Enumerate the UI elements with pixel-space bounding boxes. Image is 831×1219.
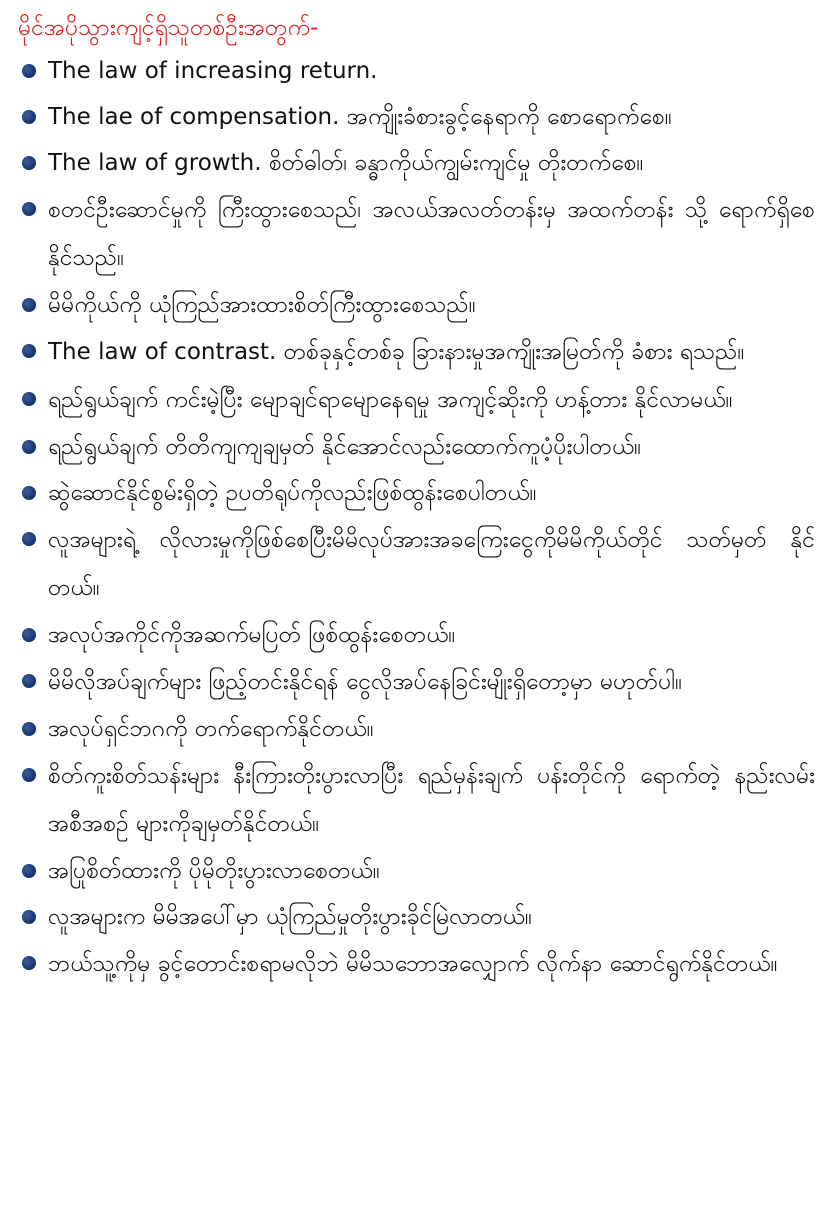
bullet-icon <box>22 910 36 924</box>
list-item <box>18 658 815 706</box>
list-item-text: အလုပ်ရှင်ဘဂကို တက်ရောက်နိုင်တယ်။ <box>48 716 374 742</box>
list-item-text: အလုပ်အကိုင်ကိုအဆက်မပြတ် ဖြစ်ထွန်းစေတယ်။ <box>48 622 456 648</box>
list-item <box>18 48 815 94</box>
list-item-text: ရည်ရွယ်ချက် ကင်းမဲ့ပြီး မျောချင်ရာမျောနေရမှု အကျင့်ဆိုးကို ဟန့်တား နိုင်လာမယ်။ <box>48 387 733 413</box>
list-item <box>18 706 815 752</box>
list-item-text: ဆွဲဆောင်နိုင်စွမ်းရှိတဲ့ ဉပတိရုပ်ကိုလည်းဖြစ်ထွန်းစေပါတယ်။ <box>48 480 537 506</box>
list-item <box>18 894 815 940</box>
list-item <box>18 376 815 424</box>
list-item <box>18 328 815 376</box>
list-item-text: The law of growth. စိတ်ဓါတ်၊ ခန္ဓာကိုယ်ကျွမ်းကျင်မှု တိုးတက်စေ။ <box>48 150 644 176</box>
bullet-icon <box>22 486 36 500</box>
bullet-icon <box>22 110 36 124</box>
bullet-list <box>18 48 815 988</box>
list-item <box>18 612 815 658</box>
bullet-icon <box>22 64 36 78</box>
bullet-icon <box>22 722 36 736</box>
list-item <box>18 94 815 140</box>
bullet-icon <box>22 156 36 170</box>
list-item <box>18 848 815 894</box>
list-item-text: လူအများက မိမိအပေါ်မှာ ယုံကြည်မှုတိုးပွားခိုင်မြဲလာတယ်။ <box>48 904 532 930</box>
list-item-text: ဘယ်သူ့ကိုမှ ခွင့်တောင်းစရာမလိုဘဲ မိမိသဘောအလျှောက် လိုက်နာ ဆောင်ရွက်နိုင်တယ်။ <box>48 951 778 977</box>
section-heading: မိုင်အပိုသွားကျင့်ရှိသူတစ်ဦးအတွက်- <box>18 15 319 41</box>
bullet-icon <box>22 956 36 970</box>
list-item <box>18 140 815 186</box>
list-item-text: အပြုစိတ်ထားကို ပိုမိုတိုးပွားလာစေတယ်။ <box>48 858 380 884</box>
bullet-icon <box>22 298 36 312</box>
list-item <box>18 470 815 516</box>
bullet-icon <box>22 344 36 358</box>
bullet-icon <box>22 202 36 216</box>
list-item <box>18 516 815 612</box>
list-item-text: စိတ်ကူးစိတ်သန်းများ နီးကြားတိုးပွားလာပြီး ရည်မှန်းချက် ပန်းတိုင်ကို ရောက်တဲ့ နည်းလမ်း အစီအစဉ် များကိုချမှတ်နိုင်တယ်။ <box>48 763 815 837</box>
list-item <box>18 940 815 988</box>
bullet-icon <box>22 532 36 546</box>
bullet-icon <box>22 628 36 642</box>
list-item-text: မိမိလိုအပ်ချက်များ ဖြည့်တင်းနိုင်ရန် ငွေလိုအပ်နေခြင်းမျိုးရှိတော့မှာ မဟုတ်ပါ။ <box>48 669 683 695</box>
list-item <box>18 186 815 282</box>
list-item-text: The law of increasing return. <box>48 58 378 84</box>
list-item <box>18 752 815 848</box>
list-item-text: မိမိကိုယ်ကို ယုံကြည်အားထားစိတ်ကြီးထွားစေသည်။ <box>48 292 476 318</box>
bullet-icon <box>22 864 36 878</box>
bullet-icon <box>22 674 36 688</box>
bullet-icon <box>22 392 36 406</box>
list-item-text: The law of contrast. တစ်ခုနှင့်တစ်ခု ခြားနားမှုအကျိုးအမြတ်ကို ခံစား ရသည်။ <box>48 339 745 365</box>
bullet-icon <box>22 440 36 454</box>
list-item-text: လူအများရဲ့ လိုလားမှုကိုဖြစ်စေပြီးမိမိလုပ်အားအခကြေးငွေကိုမိမိကိုယ်တိုင် သတ်မှတ် နိုင်တယ်။ <box>48 527 815 601</box>
list-item-text: The lae of compensation. အကျိုးခံစားခွင့်နေရာကို စောရောက်စေ။ <box>48 104 672 130</box>
list-item <box>18 424 815 470</box>
bullet-icon <box>22 768 36 782</box>
list-item <box>18 282 815 328</box>
list-item-text: စတင်ဦးဆောင်မှုကို ကြီးထွားစေသည်၊ အလယ်အလတ်တန်းမှ အထက်တန်း သို့ ရောက်ရှိစေနိုင်သည်။ <box>48 197 815 271</box>
list-item-text: ရည်ရွယ်ချက် တိတိကျကျချမှတ် နိုင်အောင်လည်းထောက်ကူပံ့ပိုးပါတယ်။ <box>48 434 642 460</box>
